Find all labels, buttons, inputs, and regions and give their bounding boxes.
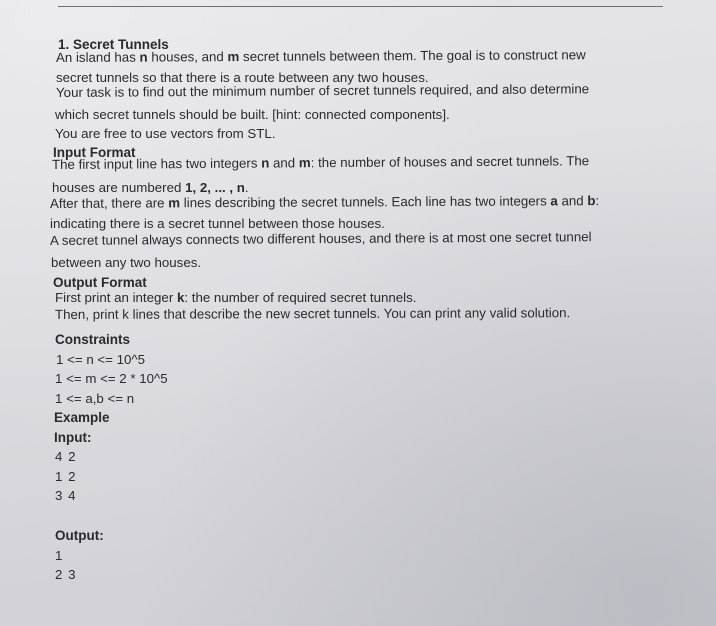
constraint-item: 1 <= n <= 10^5 <box>56 352 146 367</box>
example-input-line: 3 4 <box>55 488 77 503</box>
statement-line-1: An island has n houses, and m secret tunnels between them. The goal is to construct new <box>55 47 586 65</box>
example-output-line: 2 3 <box>55 567 77 582</box>
input-format-line-6: between any two houses. <box>51 255 202 270</box>
problem-title: 1. Secret Tunnels <box>58 37 169 52</box>
input-format-heading: Input Format <box>53 145 136 160</box>
example-input-line: 1 2 <box>55 469 77 484</box>
output-format-heading: Output Format <box>53 275 147 290</box>
statement-line-2: secret tunnels so that there is a route between any two houses. <box>56 70 429 85</box>
output-format-line-1: First print an integer k: the number of required secret tunnels. <box>55 290 417 305</box>
example-output-label: Output: <box>55 528 104 543</box>
statement-line-3: Your task is to find out the minimum number of secret tunnels required, and also determine <box>55 81 590 100</box>
input-format-line-3: After that, there are m lines describing the secret tunnels. Each line has two integers a and b: <box>49 193 600 211</box>
statement-line-4: which secret tunnels should be built. [hint: connected components]. <box>55 107 450 122</box>
example-input-label: Input: <box>54 430 92 445</box>
example-input-line: 4 2 <box>55 449 77 464</box>
statement-line-5: You are free to use vectors from STL. <box>55 126 276 141</box>
output-format-line-2: Then, print k lines that describe the new secret tunnels. You can print any valid solution. <box>54 305 571 322</box>
constraints-heading: Constraints <box>55 332 131 347</box>
input-format-line-5: A secret tunnel always connects two different houses, and there is at most one secret tunnel <box>49 229 592 248</box>
example-output-line: 1 <box>55 548 64 563</box>
constraint-item: 1 <= a,b <= n <box>55 391 135 406</box>
input-format-line-2: houses are numbered 1, 2, ... , n. <box>52 180 249 195</box>
example-heading: Example <box>54 410 110 425</box>
constraint-item: 1 <= m <= 2 * 10^5 <box>55 371 168 386</box>
input-format-line-1: The first input line has two integers n and m: the number of houses and secret tunnels. The <box>51 153 590 172</box>
input-format-line-4: indicating there is a secret tunnel between those houses. <box>50 216 385 231</box>
